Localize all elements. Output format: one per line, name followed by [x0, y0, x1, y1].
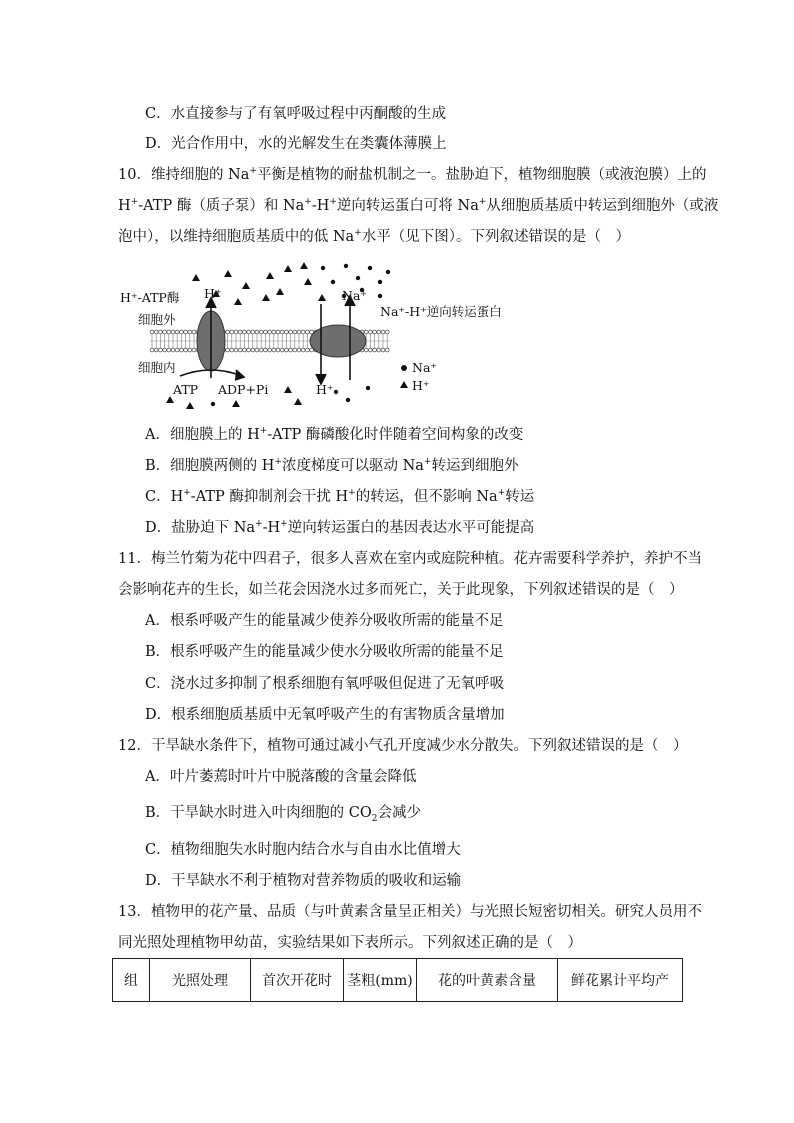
q10-stem-line3: 泡中），以维持细胞质基质中的低 Na+水平（见下图）。下列叙述错误的是（ ）	[118, 228, 630, 245]
q10-option-d: D．盐胁迫下 Na+-H+逆向转运蛋白的基因表达水平可能提高	[145, 519, 535, 536]
h-out-label: H⁺	[204, 286, 222, 301]
q12-option-c: C．植物细胞失水时胞内结合水与自由水比值增大	[145, 842, 461, 858]
table-header-cell: 茎粗(mm)	[344, 959, 417, 1002]
q11-option-d: D．根系细胞质基质中无氧呼吸产生的有害物质含量增加	[145, 707, 505, 723]
q10-stem-line2: H+-ATP 酶（质子泵）和 Na+-H+逆向转运蛋白可将 Na+从细胞质基质中转运到细胞外（或液	[118, 197, 719, 214]
q13-stem-line2: 同光照处理植物甲幼苗，实验结果如下表所示。下列叙述正确的是（ ）	[118, 935, 582, 951]
h-atpase-label: H⁺-ATP酶	[120, 290, 180, 305]
q10-option-a: A．细胞膜上的 H+-ATP 酶磷酸化时伴随着空间构象的改变	[145, 426, 524, 443]
q10-option-c: C．H+-ATP 酶抑制剂会干扰 H+的转运，但不影响 Na+转运	[145, 488, 535, 505]
q11-option-c: C．浇水过多抑制了根系细胞有氧呼吸但促进了无氧呼吸	[145, 676, 505, 692]
table-header-cell: 首次开花时	[251, 959, 344, 1002]
outside-label: 细胞外	[138, 312, 176, 327]
table-header-cell: 花的叶黄素含量	[417, 959, 558, 1002]
adp-label: ADP+Pi	[218, 382, 269, 397]
table-header-row	[113, 959, 683, 1002]
q9-option-c: C．水直接参与了有氧呼吸过程中丙酮酸的生成	[145, 106, 447, 122]
legend-na-label: Na⁺	[412, 360, 437, 375]
na-out-label: Na⁺	[342, 288, 367, 303]
q11-option-b: B．根系呼吸产生的能量减少使水分吸收所需的能量不足	[145, 644, 504, 660]
q11-option-a: A．根系呼吸产生的能量减少使养分吸收所需的能量不足	[145, 613, 504, 629]
q13-results-table	[112, 958, 683, 1002]
q12-option-b: B．干旱缺水时进入叶肉细胞的 $CO_2$会减少	[145, 805, 421, 824]
q12-stem: 12．干旱缺水条件下，植物可通过减小气孔开度减少水分散失。下列叙述错误的是（ ）	[118, 738, 688, 754]
antiporter-protein	[310, 325, 366, 357]
legend-na-dot	[401, 365, 407, 371]
legend-h-label: H⁺	[412, 378, 430, 393]
q10-stem-line1: 10．维持细胞的 Na+平衡是植物的耐盐机制之一。盐胁迫下，植物细胞膜（或液泡膜）上的	[118, 166, 707, 183]
antiporter-label: Na⁺-H⁺逆向转运蛋白	[380, 304, 502, 319]
table-header-cell: 组	[113, 959, 150, 1002]
membrane-transport-diagram	[118, 260, 538, 410]
q12-option-a: A．叶片萎蔫时叶片中脱落酸的含量会降低	[145, 769, 417, 785]
inside-label: 细胞内	[138, 360, 176, 375]
atp-label: ATP	[173, 382, 199, 397]
q11-stem-line1: 11．梅兰竹菊为花中四君子，很多人喜欢在室内或庭院种植。花卉需要科学养护，养护不当	[118, 551, 702, 567]
h-in-label: H⁺	[316, 382, 334, 397]
q9-option-d: D．光合作用中，水的光解发生在类囊体薄膜上	[145, 136, 447, 152]
table-header-cell: 光照处理	[150, 959, 251, 1002]
q11-stem-line2: 会影响花卉的生长，如兰花会因浇水过多而死亡，关于此现象，下列叙述错误的是（ ）	[118, 582, 684, 598]
q10-option-b: B．细胞膜两侧的 H+浓度梯度可以驱动 Na+转运到细胞外	[145, 457, 519, 474]
legend-h-triangle	[400, 381, 408, 388]
q13-stem-line1: 13．植物甲的花产量、品质（与叶黄素含量呈正相关）与光照长短密切相关。研究人员用不	[118, 904, 702, 920]
q12-option-d: D．干旱缺水不利于植物对营养物质的吸收和运输	[145, 873, 462, 889]
table-header-cell: 鲜花累计平均产	[558, 959, 683, 1002]
